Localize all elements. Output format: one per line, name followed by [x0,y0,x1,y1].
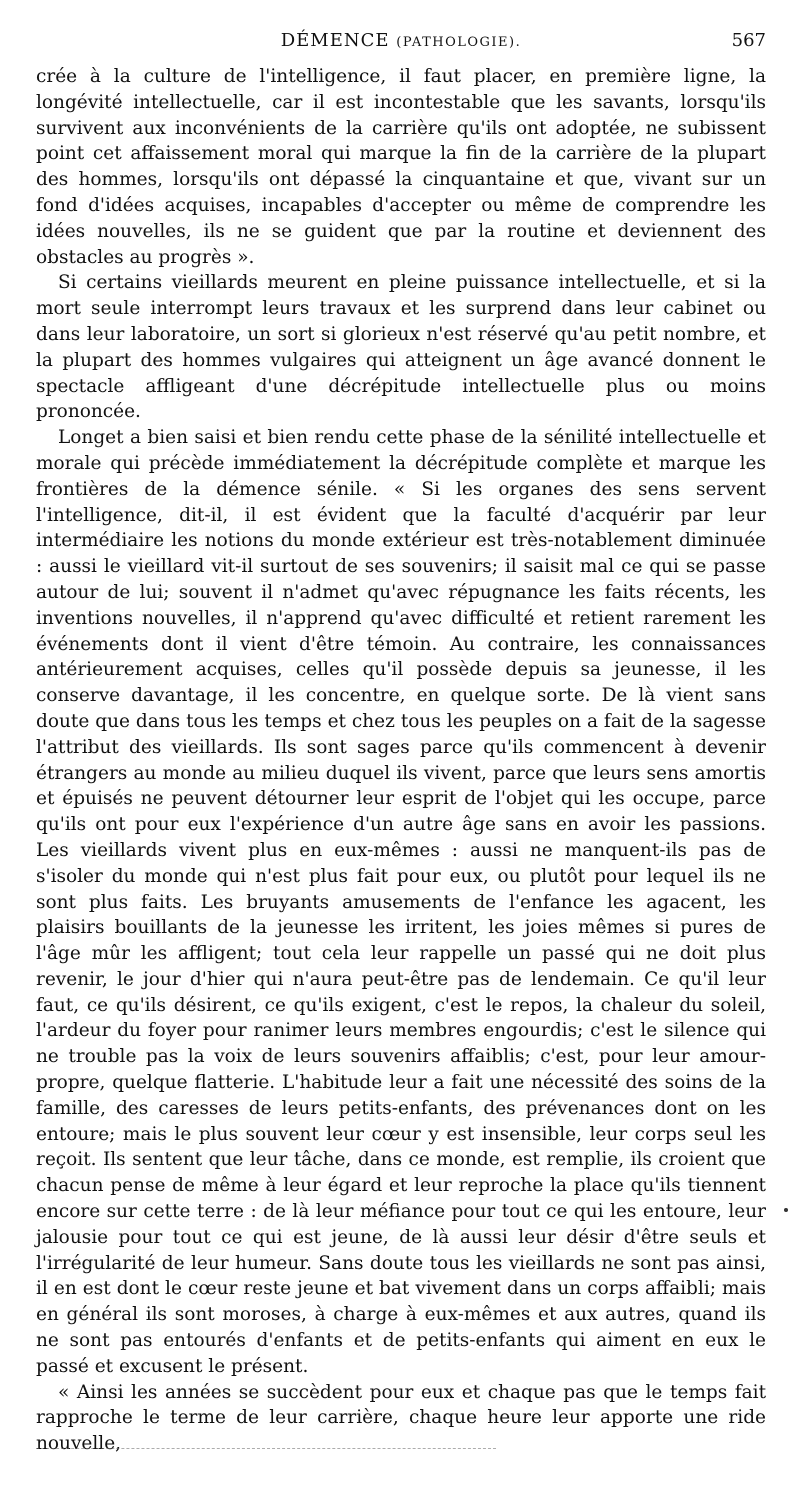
running-head [36,30,766,60]
margin-mark [784,1208,788,1212]
body-text [36,64,766,1457]
footer-rule [36,1448,496,1449]
running-title-sub: (PATHOLOGIE). [396,35,522,50]
page-number: 567 [731,30,766,51]
paragraph: Longet a bien saisi et bien rendu cette phase de la sénilité intellectuelle et morale qui précède immédiatement la décrépitude complète et marque les frontières de la démence sénile. « Si les organes des sens servent l'intelligence, dit-il, il est évident que la faculté d'acquérir par leur intermédiaire les notions du monde extérieur est très-notablement diminuée : aussi le vieillard vit-il surtout de ses souvenirs; il saisit mal ce qui se passe autour de lui; souvent il n'admet qu'avec répugnance les faits récents, les inventions nouvelles, il n'apprend qu'avec difficulté et retient rarement les événements dont il vient d'être témoin. Au contraire, les connaissances antérieurement acquises, celles qu'il possède depuis sa jeunesse, il les conserve davantage, il les concentre, en quelque sorte. De là vient sans doute que dans tous les temps et chez tous les peuples on a fait de la sagesse l'attribut des vieillards. Ils sont sages parce qu'ils commencent à devenir étrangers au monde au milieu duquel ils vivent, parce que leurs sens amortis et épuisés ne peuvent détourner leur esprit de l'objet qui les occupe, parce qu'ils ont pour eux l'expérience d'un autre âge sans en avoir les passions. Les vieillards vivent plus en eux-mêmes : aussi ne manquent-ils pas de s'isoler du monde qui n'est plus fait pour eux, ou plutôt pour lequel ils ne sont plus faits. Les bruyants amusements de l'enfance les agacent, les plaisirs bouillants de la jeunesse les irritent, les joies mêmes si pures de l'âge mûr les affligent; tout cela leur rappelle un passé qui ne doit plus revenir, le jour d'hier qui n'aura peut-être pas de lendemain. Ce qu'il leur faut, ce qu'ils désirent, ce qu'ils exigent, c'est le repos, la chaleur du soleil, l'ardeur du foyer pour ranimer leurs membres engourdis; c'est le silence qui ne trouble pas la voix de leurs souvenirs affaiblis; c'est, pour leur amour-propre, quelque flatterie. L'habitude leur a fait une nécessité des soins de la famille, des caresses de leurs petits-enfants, des prévenances dont on les entoure; mais le plus souvent leur cœur y est insensible, leur corps seul les reçoit. Ils sentent que leur tâche, dans ce monde, est remplie, ils croient que chacun pense de même à leur égard et leur reproche la place qu'ils tiennent encore sur cette terre : de là leur méfiance pour tout ce qui les entoure, leur jalousie pour tout ce qui est jeune, de là aussi leur désir d'être seuls et l'irrégularité de leur humeur. Sans doute tous les vieillards ne sont pas ainsi, il en est dont le cœur reste jeune et bat vivement dans un corps affaibli; mais en général ils sont moroses, à charge à eux-mêmes et aux autres, quand ils ne sont pas entourés d'enfants et de petits-enfants qui aiment en eux le passé et excusent le présent. [36,427,766,1377]
running-title-main: DÉMENCE [280,30,390,51]
paragraph: « Ainsi les années se succèdent pour eux et chaque pas que le temps fait rapproche le terme de leur carrière, chaque heure leur apporte une ride nouvelle, [36,1381,766,1455]
running-title [36,30,766,51]
paragraph: Si certains vieillards meurent en pleine puissance intellectuelle, et si la mort seule interrompt leurs travaux et les surprend dans leur cabinet ou dans leur laboratoire, un sort si glorieux n'est réservé qu'au petit nombre, et la plupart des hommes vulgaires qui atteignent un âge avancé donnent le spectacle affligeant d'une décrépitude intellectuelle plus ou moins prononcée. [36,272,766,423]
paragraph-continuation: crée à la culture de l'intelligence, il faut placer, en première ligne, la longévité intellectuelle, car il est incontestable que les savants, lorsqu'ils survivent aux inconvénients de la carrière qu'ils ont adoptée, ne subissent point cet affaissement moral qui marque la fin de la carrière de la plupart des hommes, lorsqu'ils ont dépassé la cinquantaine et que, vivant sur un fond d'idées acquises, incapables d'accepter ou même de comprendre les idées nouvelles, ils ne se guident que par la routine et deviennent des obstacles au progrès ». [36,66,766,268]
